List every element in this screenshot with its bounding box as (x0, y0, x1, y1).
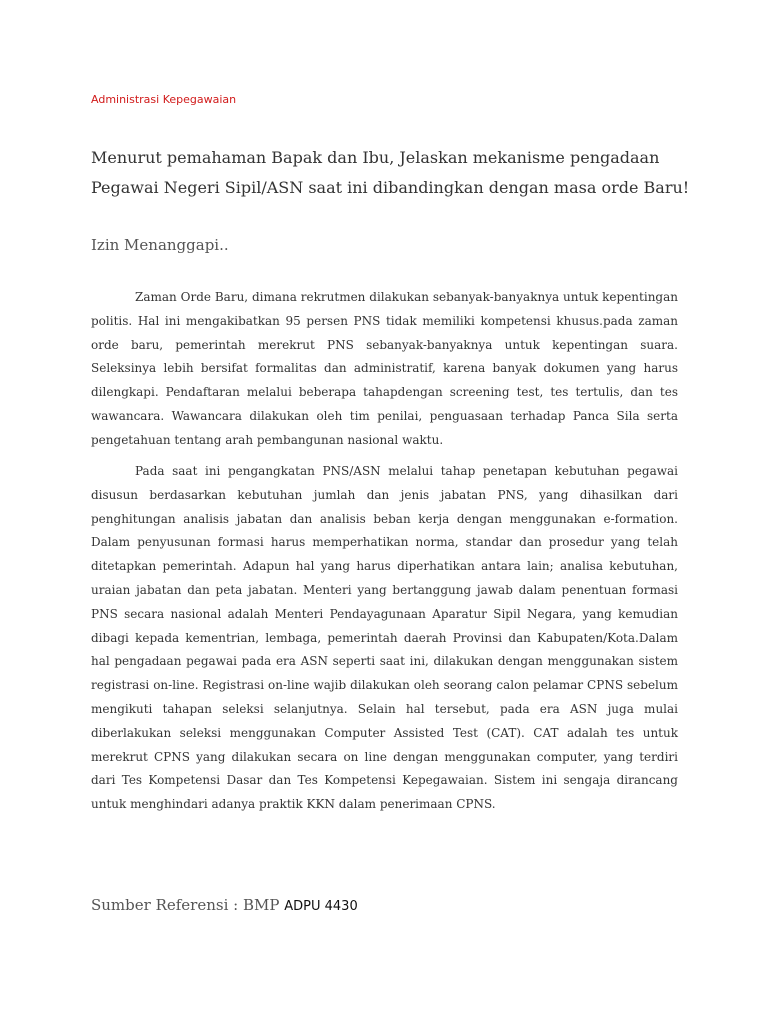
question-line-2: Pegawai Negeri Sipil/ASN saat ini dibandingkan dengan masa orde Baru! (91, 178, 690, 197)
reference-line (91, 896, 358, 914)
greeting-text: Izin Menanggapi.. (91, 236, 229, 254)
reference-code: ADPU 4430 (284, 899, 358, 914)
course-title: Administrasi Kepegawaian (91, 93, 237, 106)
paragraph-orde-baru: Zaman Orde Baru, dimana rekrutmen dilakukan sebanyak-banyaknya untuk kepentingan politis. Hal ini mengakibatkan 95 persen PNS tidak memiliki kompetensi khusus.pada zaman orde baru, pemerintah merekrut PNS sebanyak-banyaknya untuk kepentingan suara. Seleksinya lebih bersifat formalitas dan administratif, karena banyak dokumen yang harus dilengkapi. Pendaftaran melalui beberapa tahapdengan screening test, tes tertulis, dan tes wawancara. Wawancara dilakukan oleh tim penilai, penguasaan terhadap Panca Sila serta pengetahuan tentang arah pembangunan nasional waktu. (91, 290, 678, 447)
reference-label: Sumber Referensi : BMP (91, 896, 280, 914)
question-line-1: Menurut pemahaman Bapak dan Ibu, Jelaskan mekanisme pengadaan (91, 148, 660, 167)
paragraph-era-asn: Pada saat ini pengangkatan PNS/ASN melalui tahap penetapan kebutuhan pegawai disusun berdasarkan kebutuhan jumlah dan jenis jabatan PNS, yang dihasilkan dari penghitungan analisis jabatan dan analisis beban kerja dengan menggunakan e-formation. Dalam penyusunan formasi harus memperhatikan norma, standar dan prosedur yang telah ditetapkan pemerintah. Adapun hal yang harus diperhatikan antara lain; analisa kebutuhan, uraian jabatan dan peta jabatan. Menteri yang bertanggung jawab dalam penentuan formasi PNS secara nasional adalah Menteri Pendayagunaan Aparatur Sipil Negara, yang kemudian dibagi kepada kementrian, lembaga, pemerintah daerah Provinsi dan Kabupaten/Kota.Dalam hal pengadaan pegawai pada era ASN seperti saat ini, dilakukan dengan menggunakan sistem registrasi on-line. Registrasi on-line wajib dilakukan oleh seorang calon pelamar CPNS sebelum mengikuti tahapan seleksi selanjutnya. Selain hal tersebut, pada era ASN juga mulai diberlakukan seleksi menggunakan Computer Assisted Test (CAT). CAT adalah tes untuk merekrut CPNS yang dilakukan secara on line dengan menggunakan computer, yang terdiri dari Tes Kompetensi Dasar dan Tes Kompetensi Kepegawaian. Sistem ini sengaja dirancang untuk menghindari adanya praktik KKN dalam penerimaan CPNS. (91, 464, 678, 812)
question-heading (91, 143, 691, 203)
